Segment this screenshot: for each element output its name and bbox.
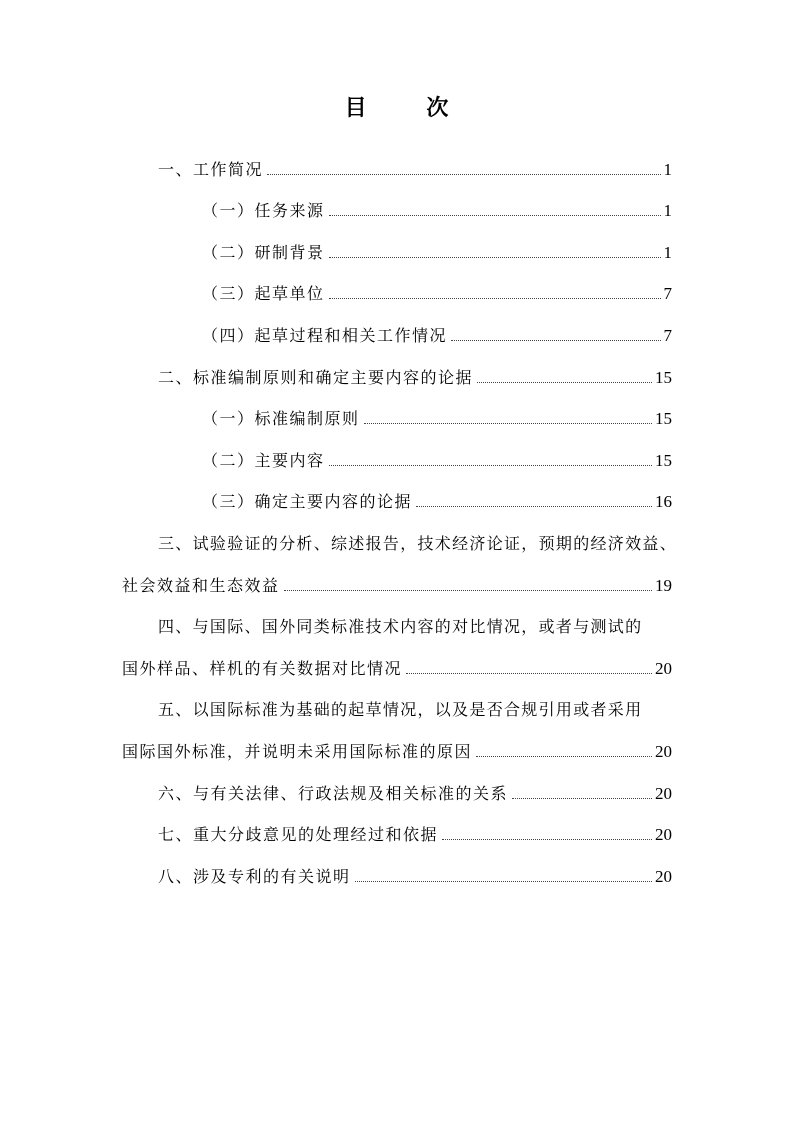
dot-leader bbox=[329, 257, 661, 258]
toc-entry-text: （三）确定主要内容的论据 bbox=[202, 492, 413, 512]
toc-entry-text: （一）任务来源 bbox=[202, 201, 325, 221]
toc-entry-text: 一、工作简况 bbox=[158, 159, 264, 179]
toc-entry-text: 三、试验验证的分析、综述报告，技术经济论证，预期的经济效益、 bbox=[158, 533, 678, 553]
toc-page-number: 1 bbox=[663, 201, 672, 221]
toc-entry-1-1[interactable] bbox=[122, 184, 672, 226]
toc-entry-3-line1[interactable] bbox=[122, 516, 678, 558]
toc-page-number: 20 bbox=[655, 866, 672, 886]
toc-entry-1-3[interactable] bbox=[122, 267, 672, 309]
toc-entry-4-line2[interactable] bbox=[122, 641, 672, 683]
toc-entry-6[interactable] bbox=[122, 766, 672, 808]
dot-leader bbox=[477, 382, 652, 383]
table-of-contents bbox=[122, 142, 678, 891]
toc-page-number: 15 bbox=[655, 367, 672, 387]
toc-entry-1[interactable] bbox=[122, 142, 672, 184]
toc-entry-2-1[interactable] bbox=[122, 392, 672, 434]
toc-page-number: 20 bbox=[655, 741, 672, 761]
toc-entry-1-2[interactable] bbox=[122, 225, 672, 267]
toc-entry-2-3[interactable] bbox=[122, 475, 672, 517]
toc-entry-3-line2[interactable] bbox=[122, 558, 672, 600]
toc-title: 目 次 bbox=[344, 96, 475, 121]
toc-entry-text: 六、与有关法律、行政法规及相关标准的关系 bbox=[158, 783, 509, 803]
toc-page-number: 15 bbox=[655, 450, 672, 470]
toc-entry-1-4[interactable] bbox=[122, 308, 672, 350]
toc-entry-text: 四、与国际、国外同类标准技术内容的对比情况，或者与测试的 bbox=[158, 617, 643, 637]
toc-entry-text: （二）主要内容 bbox=[202, 450, 325, 470]
toc-entry-text: 国际国外标准，并说明未采用国际标准的原因 bbox=[122, 741, 473, 761]
toc-entry-2[interactable] bbox=[122, 350, 672, 392]
toc-entry-2-2[interactable] bbox=[122, 433, 672, 475]
dot-leader bbox=[512, 798, 652, 799]
toc-page-number: 19 bbox=[655, 575, 672, 595]
toc-page-number: 1 bbox=[663, 159, 672, 179]
dot-leader bbox=[442, 839, 652, 840]
toc-entry-4-line1[interactable] bbox=[122, 600, 672, 642]
toc-entry-text: （四）起草过程和相关工作情况 bbox=[202, 325, 448, 345]
toc-entry-8[interactable] bbox=[122, 849, 672, 891]
toc-entry-text: 社会效益和生态效益 bbox=[122, 575, 280, 595]
toc-page-number: 20 bbox=[655, 783, 672, 803]
toc-entry-text: 五、以国际标准为基础的起草情况，以及是否合规引用或者采用 bbox=[158, 700, 643, 720]
toc-entry-text: 八、涉及专利的有关说明 bbox=[158, 866, 351, 886]
toc-entry-5-line2[interactable] bbox=[122, 724, 672, 766]
dot-leader bbox=[416, 506, 652, 507]
toc-page-number: 7 bbox=[663, 284, 672, 304]
dot-leader bbox=[476, 756, 652, 757]
dot-leader bbox=[364, 423, 652, 424]
toc-page-number: 1 bbox=[663, 242, 672, 262]
dot-leader bbox=[284, 590, 652, 591]
dot-leader bbox=[329, 465, 652, 466]
toc-entry-text: （三）起草单位 bbox=[202, 284, 325, 304]
dot-leader bbox=[406, 673, 652, 674]
toc-entry-text: （二）研制背景 bbox=[202, 242, 325, 262]
toc-page-number: 20 bbox=[655, 825, 672, 845]
toc-entry-text: 七、重大分歧意见的处理经过和依据 bbox=[158, 825, 439, 845]
toc-entry-7[interactable] bbox=[122, 808, 672, 850]
toc-entry-text: （一）标准编制原则 bbox=[202, 409, 360, 429]
toc-page-number: 16 bbox=[655, 492, 672, 512]
dot-leader bbox=[451, 340, 660, 341]
toc-entry-5-line1[interactable] bbox=[122, 683, 672, 725]
dot-leader bbox=[267, 174, 660, 175]
toc-entry-text: 二、标准编制原则和确定主要内容的论据 bbox=[158, 367, 474, 387]
toc-page-number: 15 bbox=[655, 409, 672, 429]
dot-leader bbox=[329, 298, 661, 299]
toc-page-number: 7 bbox=[663, 325, 672, 345]
toc-entry-text: 国外样品、样机的有关数据对比情况 bbox=[122, 658, 403, 678]
toc-page-number: 20 bbox=[655, 658, 672, 678]
dot-leader bbox=[329, 215, 661, 216]
dot-leader bbox=[355, 881, 652, 882]
